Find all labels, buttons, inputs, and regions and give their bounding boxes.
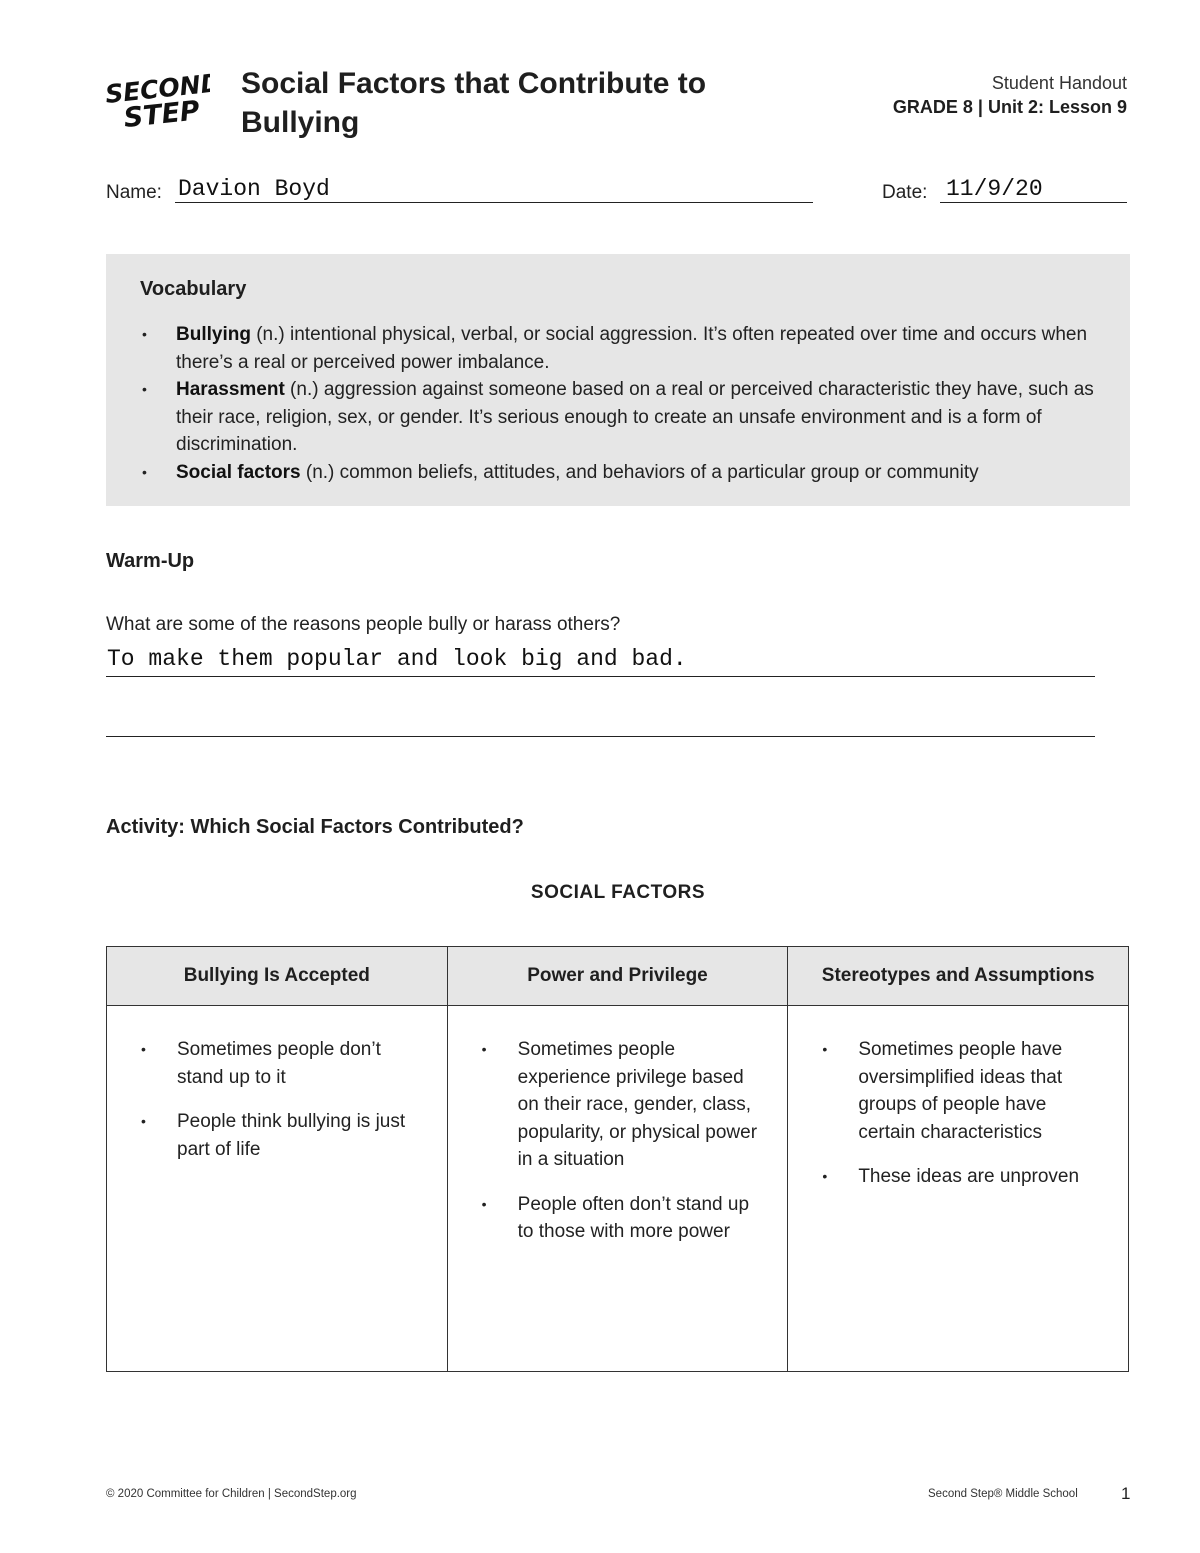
bullet-icon: • (141, 1041, 146, 1057)
warmup-question: What are some of the reasons people bully or harass others? (106, 614, 621, 635)
list-item (141, 1108, 427, 1163)
list-item (141, 1036, 427, 1091)
date-underline (940, 202, 1127, 203)
footer-program: Second Step® Middle School (928, 1488, 1078, 1500)
vocab-definition: (n.) common beliefs, attitudes, and behaviors of a particular group or community (300, 461, 979, 483)
bullet-text: People think bullying is just part of life (177, 1111, 406, 1160)
date-field[interactable]: 11/9/20 (946, 176, 1043, 202)
page-number: 1 (1121, 1484, 1131, 1503)
warmup-answer[interactable]: To make them popular and look big and bad. (107, 646, 687, 672)
list-item (482, 1191, 768, 1246)
table-cell (107, 1006, 448, 1372)
warmup-heading: Warm-Up (106, 550, 195, 572)
bullet-icon: • (822, 1041, 828, 1057)
bullet-icon: • (141, 1113, 146, 1129)
header-meta (893, 71, 1127, 119)
vocab-definition: (n.) aggression against someone based on a real or perceived characteristic they have, such as their race, religion, sex, or gender. It’s serious enough to create an unsafe environment and is a form of discrimination. (176, 379, 1094, 455)
column-header: Power and Privilege (447, 947, 788, 1006)
bullet-text: Sometimes people have oversimplified ideas that groups of people have certain characteristics (858, 1039, 1063, 1143)
vocab-item (140, 376, 1120, 459)
bullet-text: Sometimes people don’t stand up to it (177, 1039, 381, 1088)
vocabulary-heading: Vocabulary (140, 278, 247, 300)
date-label: Date: (882, 182, 928, 203)
grade-unit-lesson: GRADE 8 | Unit 2: Lesson 9 (892, 97, 1127, 117)
bullet-text: Sometimes people experience privilege based on their race, gender, class, popularity, or physical power in a situation (517, 1039, 758, 1170)
table-cell (447, 1006, 788, 1372)
bullet-icon: • (481, 1041, 487, 1057)
handout-type: Student Handout (991, 73, 1127, 93)
vocab-term: Harassment (176, 379, 285, 400)
vocab-term: Social factors (176, 461, 301, 483)
page-title: Social Factors that Contribute to Bullying (241, 67, 707, 139)
bullet-icon: • (142, 463, 147, 480)
answer-line-1 (106, 676, 1095, 677)
social-factors-title: SOCIAL FACTORS (530, 882, 706, 903)
name-label: Name: (106, 182, 162, 203)
list-item (822, 1036, 1108, 1146)
bullet-icon: • (142, 326, 147, 342)
column-header: Stereotypes and Assumptions (788, 947, 1129, 1006)
second-step-logo (104, 68, 210, 132)
list-item (822, 1163, 1108, 1191)
logo-line2: STEP (122, 95, 202, 132)
bullet-text: These ideas are unproven (858, 1166, 1080, 1187)
vocab-definition: (n.) intentional physical, verbal, or social aggression. It’s often repeated over time and occurs when there’s a real or perceived power imbalance. (176, 324, 1088, 373)
name-underline (175, 202, 813, 203)
name-field[interactable]: Davion Boyd (178, 176, 330, 202)
list-item (482, 1036, 768, 1174)
vocabulary-list (140, 321, 1120, 486)
table-cell (788, 1006, 1129, 1372)
bullet-text: People often don’t stand up to those with more power (517, 1193, 750, 1242)
vocab-term: Bullying (176, 324, 251, 345)
social-factors-table (106, 946, 1129, 1372)
bullet-icon: • (481, 1195, 487, 1212)
activity-heading: Activity: Which Social Factors Contributed? (106, 816, 524, 838)
column-header: Bullying Is Accepted (107, 947, 448, 1006)
vocab-item (140, 321, 1120, 376)
footer-copyright: © 2020 Committee for Children | SecondStep.org (106, 1488, 357, 1500)
vocab-item (140, 459, 1120, 487)
bullet-icon: • (822, 1168, 828, 1184)
logo-line1: SECOND (104, 68, 210, 109)
bullet-icon: • (142, 381, 147, 397)
answer-line-2[interactable] (106, 736, 1095, 737)
